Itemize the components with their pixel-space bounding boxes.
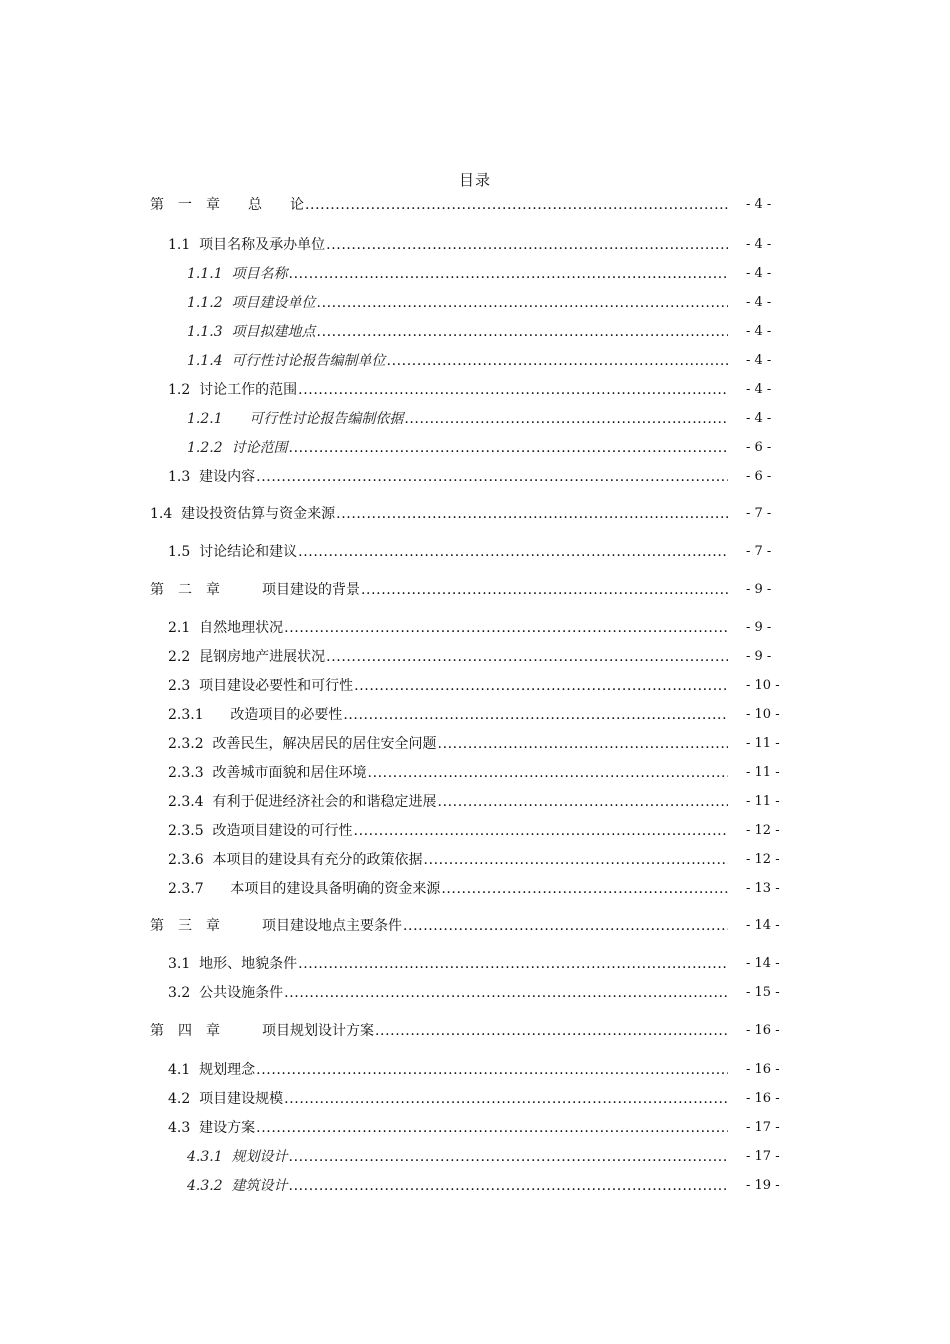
toc-entry-label: 1.2.2 讨论范围 — [187, 440, 288, 456]
toc-entry-text — [187, 350, 728, 372]
toc-entry-label: 2.3.1 改造项目的必要性 — [168, 707, 343, 723]
toc-page-number: - 4 - — [746, 266, 772, 281]
toc-page-number: - 6 - — [746, 440, 772, 455]
toc-dot-leader — [298, 379, 728, 401]
toc-entry-text — [168, 878, 728, 900]
toc-entry[interactable] — [0, 234, 950, 256]
toc-entry[interactable] — [0, 617, 950, 639]
toc-entry-text — [150, 194, 728, 216]
toc-page-number: - 16 - — [746, 1023, 780, 1038]
toc-entry[interactable] — [0, 675, 950, 697]
toc-entry-text — [168, 791, 728, 813]
toc-entry[interactable] — [0, 466, 950, 488]
toc-entry-text — [187, 263, 728, 285]
toc-page-number: - 10 - — [746, 678, 780, 693]
toc-entry-label: 1.5 讨论结论和建议 — [168, 544, 298, 560]
toc-page-number: - 11 - — [746, 794, 780, 809]
toc-entry-label: 4.3.1 规划设计 — [187, 1149, 288, 1165]
toc-entry-label: 1.1.3 项目拟建地点 — [187, 324, 316, 340]
toc-entry-label: 1.1 项目名称及承办单位 — [168, 237, 326, 253]
toc-page-number: - 4 - — [746, 411, 772, 426]
toc-entry-label: 第 一 章 总 论 — [150, 197, 304, 213]
toc-dot-leader — [354, 675, 728, 697]
toc-page-number: - 17 - — [746, 1120, 780, 1135]
toc-dot-leader — [284, 982, 728, 1004]
toc-entry-text — [150, 1020, 728, 1042]
toc-entry-label: 4.2 项目建设规模 — [168, 1091, 284, 1107]
toc-entry-text — [168, 1059, 728, 1081]
toc-entry[interactable] — [0, 437, 950, 459]
toc-dot-leader — [298, 953, 728, 975]
toc-entry-label: 1.2.1 可行性讨论报告编制依据 — [187, 411, 404, 427]
toc-page-number: - 17 - — [746, 1149, 780, 1164]
toc-dot-leader — [387, 350, 728, 372]
toc-dot-leader — [289, 263, 728, 285]
toc-entry[interactable] — [0, 1146, 950, 1168]
toc-entry[interactable] — [0, 646, 950, 668]
toc-entry[interactable] — [0, 350, 950, 372]
toc-dot-leader — [317, 321, 728, 343]
toc-entry-label: 第 三 章 项目建设地点主要条件 — [150, 918, 402, 934]
toc-page-number: - 7 - — [746, 506, 772, 521]
toc-entry-text — [187, 408, 728, 430]
toc-entry-label: 2.3.2 改善民生，解决居民的居住安全问题 — [168, 736, 437, 752]
toc-dot-leader — [343, 704, 728, 726]
toc-entry-text — [168, 1088, 728, 1110]
toc-entry-label: 2.3.5 改造项目建设的可行性 — [168, 823, 353, 839]
toc-entry-text — [168, 849, 728, 871]
toc-entry-text — [187, 292, 728, 314]
toc-entry[interactable] — [0, 1020, 950, 1042]
toc-entry-label: 1.3 建设内容 — [168, 469, 256, 485]
toc-dot-leader — [424, 849, 728, 871]
toc-dot-leader — [404, 408, 728, 430]
toc-entry-text — [150, 915, 728, 937]
toc-dot-leader — [361, 579, 728, 601]
toc-entry[interactable] — [0, 704, 950, 726]
toc-dot-leader — [305, 194, 728, 216]
toc-page-number: - 14 - — [746, 918, 780, 933]
toc-dot-leader — [403, 915, 728, 937]
toc-entry-label: 2.3.7 本项目的建设具备明确的资金来源 — [168, 881, 441, 897]
toc-dot-leader — [289, 1175, 728, 1197]
toc-dot-leader — [256, 466, 728, 488]
toc-page-number: - 14 - — [746, 956, 780, 971]
toc-page-number: - 11 - — [746, 736, 780, 751]
toc-page-number: - 4 - — [746, 197, 772, 212]
toc-entry-label: 2.2 昆钢房地产进展状况 — [168, 649, 326, 665]
toc-entry-label: 2.3.3 改善城市面貌和居住环境 — [168, 765, 367, 781]
toc-dot-leader — [441, 878, 728, 900]
toc-entry[interactable] — [0, 1175, 950, 1197]
toc-entry-label: 4.1 规划理念 — [168, 1062, 256, 1078]
toc-entry[interactable] — [0, 915, 950, 937]
toc-page-number: - 4 - — [746, 324, 772, 339]
toc-page-number: - 9 - — [746, 649, 772, 664]
toc-entry[interactable] — [0, 820, 950, 842]
toc-entry-label: 第 四 章 项目规划设计方案 — [150, 1023, 374, 1039]
toc-entry-text — [168, 541, 728, 563]
toc-dot-leader — [326, 646, 728, 668]
toc-entry[interactable] — [0, 849, 950, 871]
toc-entry[interactable] — [0, 878, 950, 900]
toc-page-number: - 7 - — [746, 544, 772, 559]
toc-entry-text — [187, 1175, 728, 1197]
toc-entry-text — [168, 617, 728, 639]
toc-dot-leader — [256, 1059, 728, 1081]
toc-entry[interactable] — [0, 953, 950, 975]
toc-entry[interactable] — [0, 408, 950, 430]
toc-page-number: - 10 - — [746, 707, 780, 722]
toc-dot-leader — [368, 762, 728, 784]
toc-entry-text — [168, 704, 728, 726]
toc-entry[interactable] — [0, 194, 950, 216]
toc-page-number: - 4 - — [746, 295, 772, 310]
toc-entry[interactable] — [0, 541, 950, 563]
toc-entry-text — [168, 646, 728, 668]
toc-entry-text — [168, 379, 728, 401]
toc-entry-text — [168, 675, 728, 697]
toc-page-number: - 12 - — [746, 852, 780, 867]
toc-page-number: - 16 - — [746, 1091, 780, 1106]
toc-entry-label: 2.1 自然地理状况 — [168, 620, 284, 636]
toc-dot-leader — [438, 733, 728, 755]
toc-dot-leader — [326, 234, 728, 256]
toc-dot-leader — [354, 820, 728, 842]
toc-entry-text — [187, 321, 728, 343]
toc-entry-text — [187, 1146, 728, 1168]
toc-entry[interactable] — [0, 1117, 950, 1139]
toc-entry[interactable] — [0, 292, 950, 314]
toc-title: 目录 — [458, 171, 491, 189]
toc-entry-text — [168, 234, 728, 256]
toc-page-number: - 4 - — [746, 353, 772, 368]
toc-entry-text — [187, 437, 728, 459]
toc-entry-text — [150, 579, 728, 601]
toc-entry[interactable] — [0, 503, 950, 525]
toc-entry[interactable] — [0, 791, 950, 813]
toc-page-number: - 11 - — [746, 765, 780, 780]
toc-page-number: - 19 - — [746, 1178, 780, 1193]
toc-dot-leader — [336, 503, 728, 525]
toc-entry-label: 1.1.1 项目名称 — [187, 266, 288, 282]
toc-entry-text — [150, 503, 728, 525]
toc-entry[interactable] — [0, 321, 950, 343]
toc-page-number: - 13 - — [746, 881, 780, 896]
toc-page-number: - 4 - — [746, 237, 772, 252]
toc-dot-leader — [298, 541, 728, 563]
toc-entry[interactable] — [0, 982, 950, 1004]
toc-dot-leader — [256, 1117, 728, 1139]
toc-entry-text — [168, 820, 728, 842]
toc-dot-leader — [438, 791, 728, 813]
toc-entry-label: 3.2 公共设施条件 — [168, 985, 284, 1001]
toc-page-number: - 15 - — [746, 985, 780, 1000]
toc-entry[interactable] — [0, 263, 950, 285]
toc-entry[interactable] — [0, 579, 950, 601]
toc-entry-label: 2.3.6 本项目的建设具有充分的政策依据 — [168, 852, 423, 868]
toc-page-number: - 6 - — [746, 469, 772, 484]
toc-entry-label: 2.3.4 有利于促进经济社会的和谐稳定进展 — [168, 794, 437, 810]
toc-dot-leader — [289, 437, 728, 459]
toc-dot-leader — [375, 1020, 728, 1042]
toc-entry-text — [168, 762, 728, 784]
toc-entry[interactable] — [0, 733, 950, 755]
toc-entry-label: 1.1.4 可行性讨论报告编制单位 — [187, 353, 386, 369]
toc-page-number: - 9 - — [746, 582, 772, 597]
toc-page-number: - 4 - — [746, 382, 772, 397]
toc-entry-label: 2.3 项目建设必要性和可行性 — [168, 678, 354, 694]
toc-entry-label: 1.2 讨论工作的范围 — [168, 382, 298, 398]
toc-page-number: - 9 - — [746, 620, 772, 635]
toc-dot-leader — [317, 292, 728, 314]
toc-entry-text — [168, 466, 728, 488]
toc-entry-label: 1.4 建设投资估算与资金来源 — [150, 506, 336, 522]
toc-entry-label: 4.3 建设方案 — [168, 1120, 256, 1136]
toc-entry-label: 4.3.2 建筑设计 — [187, 1178, 288, 1194]
toc-entry[interactable] — [0, 762, 950, 784]
toc-entry-text — [168, 953, 728, 975]
toc-entry-label: 第 二 章 项目建设的背景 — [150, 582, 360, 598]
toc-page-number: - 12 - — [746, 823, 780, 838]
toc-entry-text — [168, 982, 728, 1004]
toc-page-number: - 16 - — [746, 1062, 780, 1077]
toc-entry[interactable] — [0, 1088, 950, 1110]
toc-entry-label: 1.1.2 项目建设单位 — [187, 295, 316, 311]
toc-entry[interactable] — [0, 379, 950, 401]
toc-dot-leader — [284, 1088, 728, 1110]
toc-dot-leader — [284, 617, 728, 639]
toc-entry[interactable] — [0, 1059, 950, 1081]
toc-entry-text — [168, 733, 728, 755]
toc-dot-leader — [289, 1146, 728, 1168]
toc-entry-label: 3.1 地形、地貌条件 — [168, 956, 298, 972]
toc-entry-text — [168, 1117, 728, 1139]
